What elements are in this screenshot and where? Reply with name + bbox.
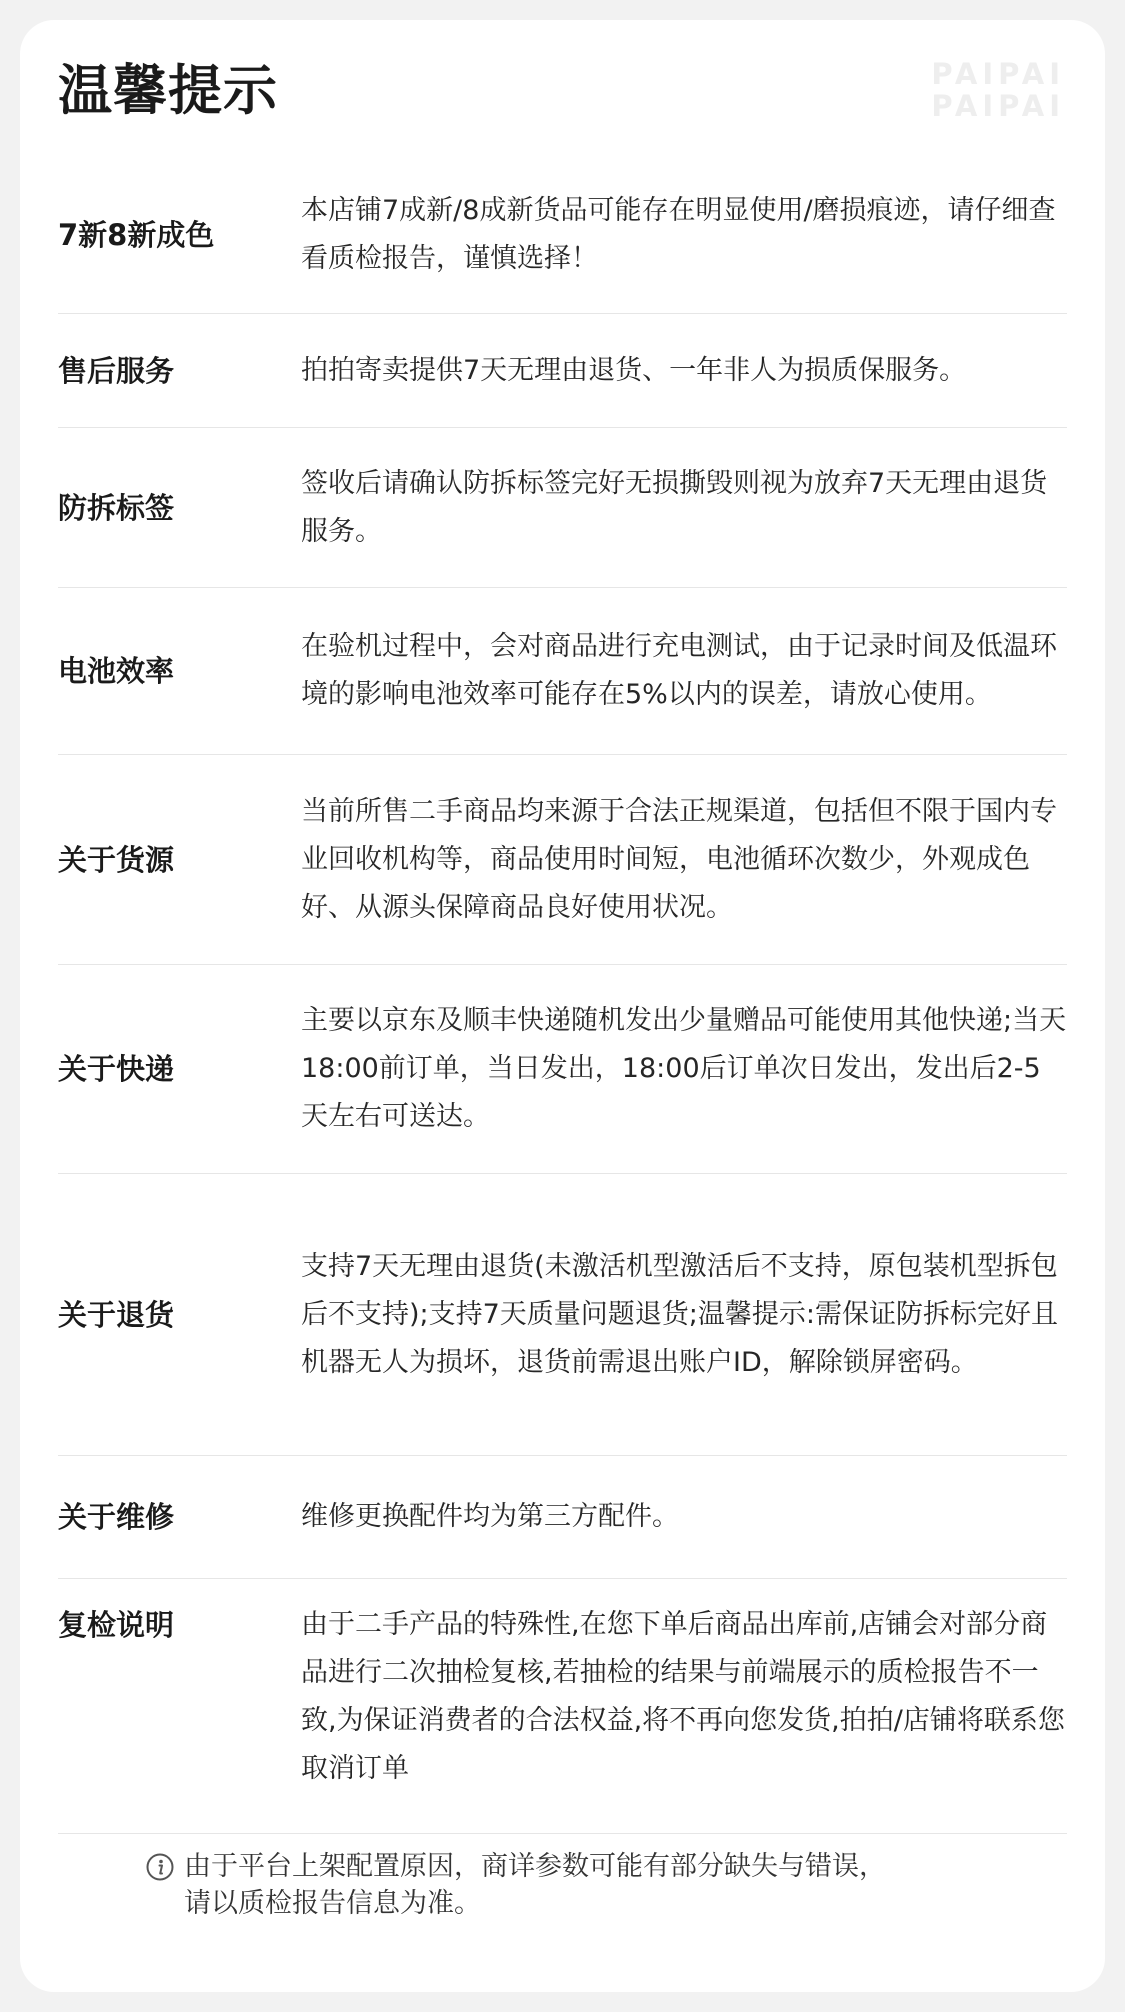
tip-row-delivery — [58, 965, 1067, 1174]
tip-label: 关于退货 — [58, 1297, 175, 1332]
tip-label: 7新8新成色 — [58, 217, 215, 252]
watermark-line: PAIPAI — [931, 89, 1065, 123]
tip-text: 在验机过程中，会对商品进行充电测试，由于记录时间及低温环境的影响电池效率可能存在5%以内的误差，请放心使用。 — [301, 631, 1057, 710]
page-title: 温馨提示 — [58, 59, 278, 122]
tip-text: 由于二手产品的特殊性,在您下单后商品出库前,店铺会对部分商品进行二次抽检复核,若抽检的结果与前端展示的质检报告不一致,为保证消费者的合法权益,将不再向您发货,拍拍/店铺将联系您取消订单 — [301, 1609, 1065, 1784]
tip-label: 防拆标签 — [58, 490, 175, 525]
tip-row-battery — [58, 588, 1067, 755]
tip-text: 当前所售二手商品均来源于合法正规渠道，包括但不限于国内专业回收机构等，商品使用时间短，电池循环次数少，外观成色好、从源头保障商品良好使用状况。 — [301, 795, 1057, 923]
watermark-line: PAIPAI — [931, 57, 1065, 91]
disclaimer-line: 由于平台上架配置原因，商详参数可能有部分缺失与错误， — [184, 1851, 886, 1882]
tip-text: 本店铺7成新/8成新货品可能存在明显使用/磨损痕迹，请仔细查看质检报告，谨慎选择！ — [301, 194, 1056, 274]
tip-text: 主要以京东及顺丰快递随机发出少量赠品可能使用其他快递;当天18:00前订单，当日发出，18:00后订单次日发出，发出后2-5天左右可送达。 — [301, 1005, 1067, 1132]
tip-label: 电池效率 — [58, 654, 175, 688]
tip-text: 维修更换配件均为第三方配件。 — [301, 1501, 679, 1532]
tip-row-seal-label — [58, 428, 1067, 588]
tip-text: 签收后请确认防拆标签完好无损撕毁则视为放弃7天无理由退货服务。 — [301, 467, 1048, 547]
tip-row-repair — [58, 1456, 1067, 1579]
tip-label: 关于货源 — [58, 842, 175, 877]
info-icon — [146, 1853, 174, 1881]
tips-list — [58, 156, 1067, 1834]
tip-label: 复检说明 — [58, 1608, 175, 1642]
tip-label: 售后服务 — [58, 353, 175, 388]
brand-watermark — [931, 58, 1065, 122]
tip-row-returns — [58, 1174, 1067, 1456]
tip-row-condition — [58, 156, 1067, 314]
tip-row-source — [58, 755, 1067, 965]
disclaimer-text — [184, 1848, 886, 1922]
tip-row-recheck — [58, 1579, 1067, 1834]
disclaimer — [146, 1848, 1065, 1922]
notice-card — [20, 20, 1105, 1992]
disclaimer-line: 请以质检报告信息为准。 — [184, 1888, 481, 1919]
tip-text: 支持7天无理由退货(未激活机型激活后不支持，原包装机型拆包后不支持);支持7天质量问题退货;温馨提示:需保证防拆标完好且机器无人为损坏，退货前需退出账户ID，解除锁屏密码。 — [301, 1250, 1059, 1378]
tip-text: 拍拍寄卖提供7天无理由退货、一年非人为损质保服务。 — [301, 354, 967, 386]
tip-row-after-sales — [58, 314, 1067, 428]
tip-label: 关于维修 — [58, 1500, 175, 1534]
tip-label: 关于快递 — [58, 1052, 175, 1086]
